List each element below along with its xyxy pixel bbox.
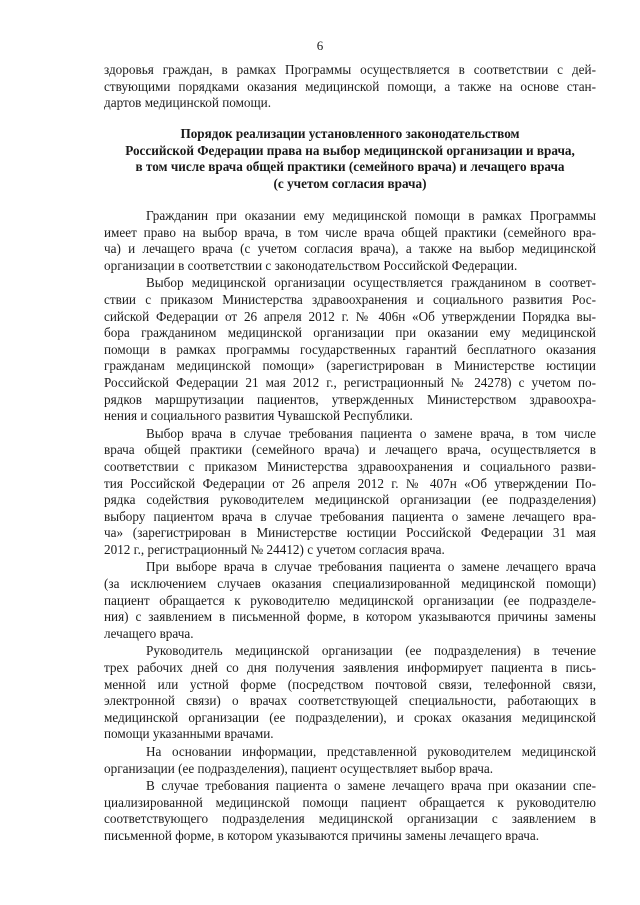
text-line: лечащего врача. [104, 625, 194, 641]
paragraph [104, 778, 596, 844]
text-line: рядка содействия руководителем медицинской организации (ее подразделения) [104, 492, 596, 508]
text-line: тия Российской Федерации от 26 апреля 2012 г. № 407н «Об утверждении По- [104, 475, 596, 491]
text-line: помощи в рамках программы государственных гарантий бесплатного оказания [104, 341, 596, 357]
page-number: 6 [316, 38, 324, 53]
text-line: Гражданин при оказании ему медицинской помощи в рамках Программы [146, 208, 596, 223]
text-line: ча) и лечащего врача (с учетом согласия врача), а также на выбор медицинской [104, 241, 596, 257]
paragraph [104, 208, 596, 274]
text-line: ствии с приказом Министерства здравоохранения и социального развития Рос- [104, 291, 596, 307]
text-line: Руководитель медицинской организации (ее подразделения) в течение [146, 643, 596, 659]
text-line: пациент обращается к руководителю медицинской организации (ее подразделе- [104, 592, 596, 608]
text-line: имеет право на выбор врача, в том числе врача общей практики (семейного вра- [104, 224, 596, 240]
heading-line: (с учетом согласия врача) [273, 175, 427, 191]
text-line: (за исключением случаев оказания специализированной медицинской помощи) [104, 576, 596, 592]
text-line: ча» (зарегистрирован в Министерстве юстиции Российской Федерации 31 мая [104, 525, 596, 541]
text-line: соответствующего подразделения медицинской организации с заявлением в [104, 811, 596, 827]
text-line: сийской Федерации от 26 апреля 2012 г. № 406н «Об утверждении Порядка вы- [104, 308, 596, 324]
body-text [104, 208, 596, 846]
text-line: организации в соответствии с законодательством Российской Федерации. [104, 257, 518, 273]
text-line: организации (ее подразделения), пациент осуществляет выбор врача. [104, 760, 494, 776]
text-line: выбору пациентом врача в случае требования пациента о замене лечащего вра- [104, 508, 596, 524]
heading-line: Российской Федерации права на выбор медицинской организации и врача, [125, 142, 575, 158]
heading-line: Порядок реализации установленного законодательством [180, 126, 520, 141]
text-line: нения и социального развития Чувашской Республики. [104, 408, 413, 424]
text-line: помощи указанными врачами. [104, 726, 274, 742]
text-line: врача общей практики (семейного врача) и лечащего врача, осуществляется в [104, 442, 596, 458]
text-line: медицинской организации (ее подразделении), и сроках оказания медицинской [104, 709, 596, 725]
paragraph [104, 426, 596, 559]
text-line: На основании информации, представленной руководителем медицинской [146, 744, 596, 759]
text-line: ния) с заявлением в письменной форме, в котором указываются причины замены [104, 609, 596, 625]
text-line: циализированной медицинской помощи пациент обращается к руководителю [104, 794, 596, 810]
paragraph [104, 275, 596, 424]
text-line: менной или устной форме (посредством почтовой связи, телефонной связи, [104, 676, 596, 692]
text-line: Выбор медицинской организации осуществляется гражданином в соответ- [146, 275, 596, 291]
text-line: Российской Федерации 21 мая 2012 г., регистрационный № 24278) с учетом по- [104, 374, 596, 390]
text-line: ствующими порядками оказания медицинской помощи, а также на основе стан- [104, 78, 596, 94]
paragraph [104, 559, 596, 642]
text-line: При выборе врача в случае требования пациента о замене лечащего врача [146, 559, 596, 575]
text-line: трех рабочих дней со дня получения заявления информирует пациента в пись- [104, 660, 596, 676]
section-heading [104, 126, 596, 192]
paragraph [104, 643, 596, 743]
text-line: гражданам медицинской помощи» (зарегистрирован в Министерстве юстиции [104, 358, 596, 374]
text-line: дартов медицинской помощи. [104, 95, 272, 111]
text-line: 2012 г., регистрационный № 24412) с учетом согласия врача. [104, 541, 445, 557]
intro-paragraph [104, 62, 596, 112]
text-line: В случае требования пациента о замене лечащего врача при оказании спе- [146, 778, 596, 794]
text-line: письменной форме, в котором указываются причины замены лечащего врача. [104, 827, 540, 843]
text-line: электронной связи) о врачах соответствующей специальности, работающих в [104, 693, 596, 709]
paragraph [104, 744, 596, 777]
text-line: рядков маршрутизации пациентов, утвержденных Министерством здравоохра- [104, 391, 596, 407]
text-line: соответствии с приказом Министерства здравоохранения и социального разви- [104, 458, 596, 474]
text-line: здоровья граждан, в рамках Программы осуществляется в соответствии с дей- [104, 62, 596, 77]
text-line: Выбор врача в случае требования пациента о замене врача, в том числе [146, 425, 596, 441]
heading-line: в том числе врача общей практики (семейного врача) и лечащего врача [135, 159, 565, 175]
text-line: бора гражданином медицинской организации при оказании ему медицинской [104, 325, 596, 341]
